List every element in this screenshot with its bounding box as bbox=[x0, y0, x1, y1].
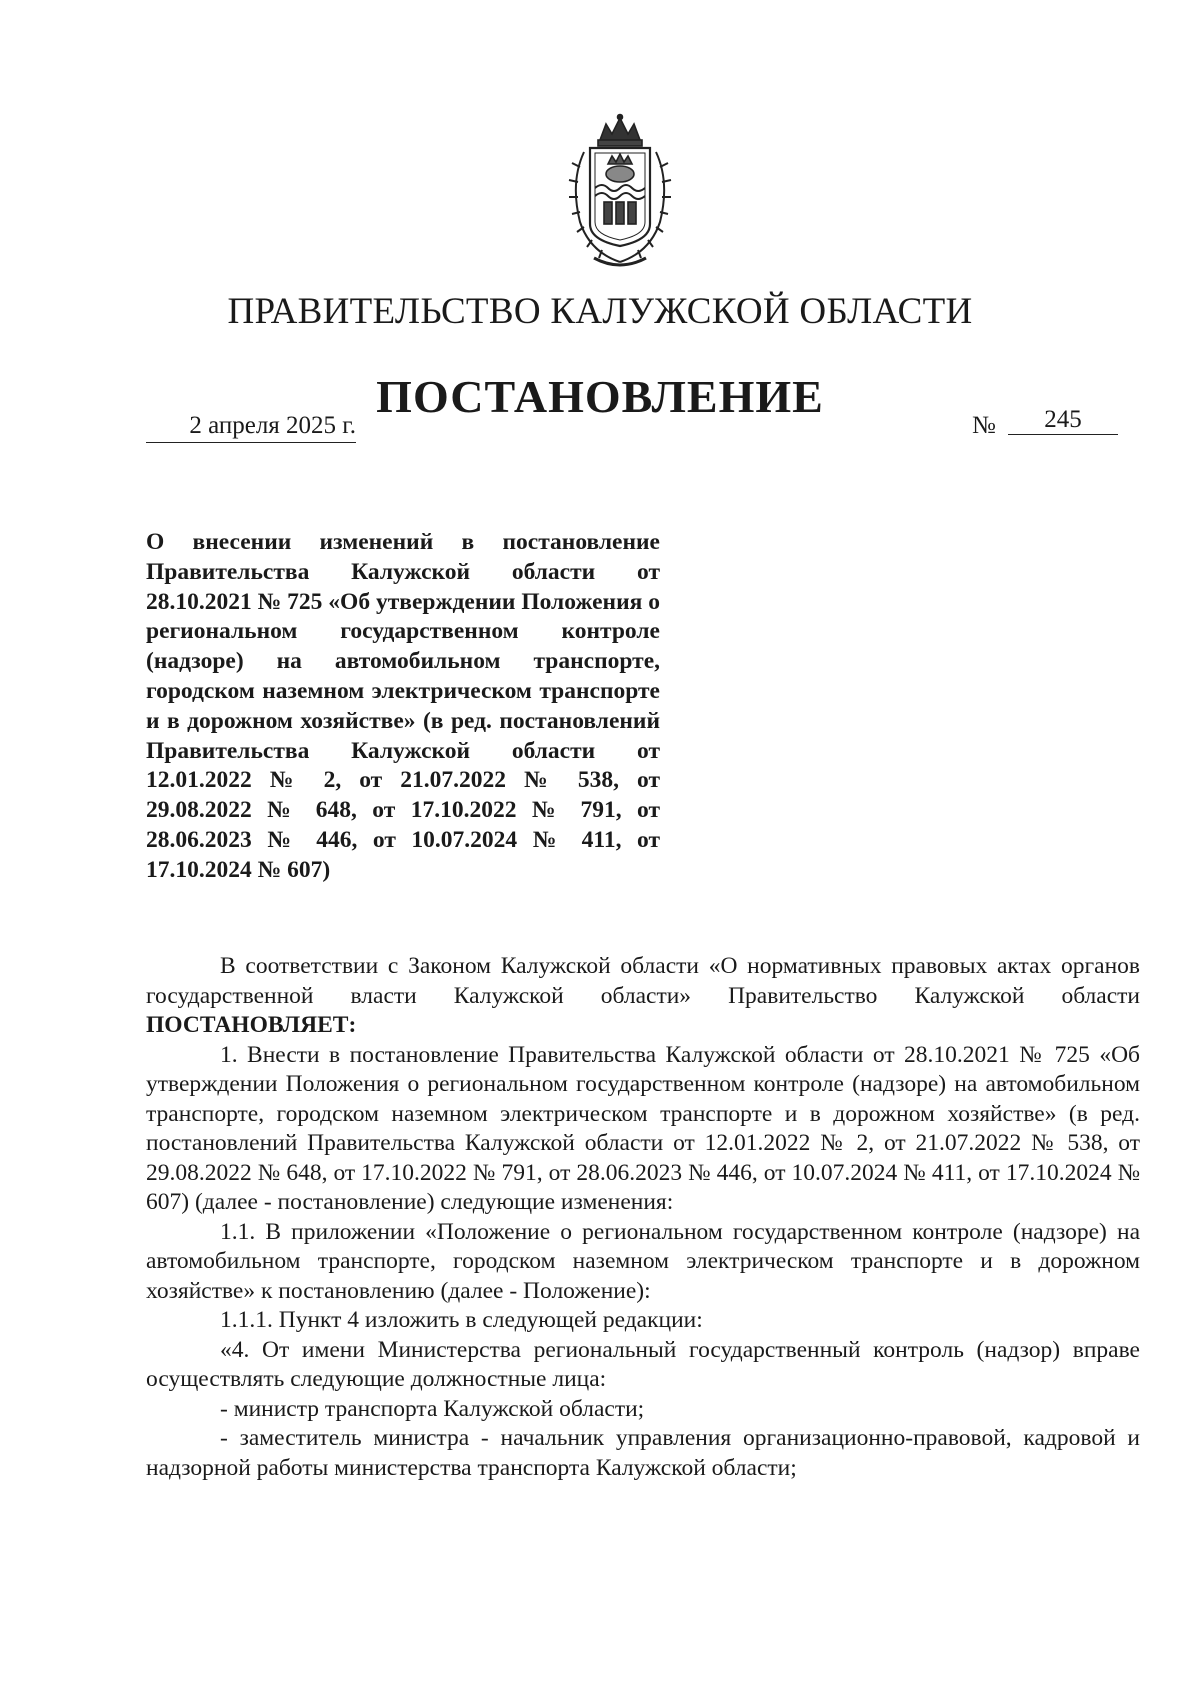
preamble-resolves: ПОСТАНОВЛЯЕТ: bbox=[146, 1012, 357, 1038]
document-number: 245 bbox=[1008, 406, 1118, 435]
document-number-block bbox=[972, 406, 1130, 441]
number-sign: № bbox=[972, 412, 996, 439]
list-item: - министр транспорта Калужской области; bbox=[220, 1395, 645, 1422]
paragraph-1-1-1: 1.1.1. Пункт 4 изложить в следующей редакции: bbox=[220, 1307, 703, 1333]
paragraph-1-1: 1.1. В приложении «Положение о региональном государственном контроле (надзоре) на автомобильном транспорте, городском наземном электрическом транспорте и в дорожном хозяйстве» к постановлению (далее - Положение): bbox=[146, 1218, 1140, 1304]
list-item: - заместитель министра - начальник управления организационно-правовой, кадровой и надзорной работы министерства транспорта Калужской области; bbox=[146, 1425, 1140, 1481]
paragraph-1: 1. Внести в постановление Правительства Калужской области от 28.10.2021 № 725 «Об утверждении Положения о региональном государственном контроле (надзоре) на автомобильном транспорте, городском наземном электрическом транспорте и в дорожном хозяйстве» (в ред. постановлений Правительства Калужской области от 12.01.2022 № 2, от 21.07.2022 № 538, от 29.08.2022 № 648, от 17.10.2022 № 791, от 28.06.2023 № 446, от 10.07.2024 № 411, от 17.10.2024 № 607) (далее - постановление) следующие изменения: bbox=[146, 1041, 1140, 1215]
preamble-text: В соответствии с Законом Калужской области «О нормативных правовых актах органов государственной власти Калужской области» Правительство Калужской области bbox=[146, 953, 1140, 1009]
document-subject: О внесении изменений в постановление Правительства Калужской области от 28.10.2021 № 725 «Об утверждении Положения о региональном государственном контроле (надзоре) на автомобильном транспорте, городском наземном электрическом транспорте и в дорожном хозяйстве» (в ред. постановлений Правительства Калужской области от 12.01.2022 № 2, от 21.07.2022 № 538, от 29.08.2022 № 648, от 17.10.2022 № 791, от 28.06.2023 № 446, от 10.07.2024 № 411, от 17.10.2024 № 607) bbox=[146, 529, 660, 883]
preamble-paragraph bbox=[146, 952, 1140, 1041]
kaluga-region-coat-of-arms-icon bbox=[550, 112, 690, 272]
paragraph-4: «4. От имени Министерства региональный государственный контроль (надзор) вправе осуществлять следующие должностные лица: bbox=[146, 1336, 1140, 1392]
document-body bbox=[146, 952, 1140, 1483]
organization-title: ПРАВИТЕЛЬСТВО КАЛУЖСКОЙ ОБЛАСТИ bbox=[227, 291, 973, 332]
document-type: ПОСТАНОВЛЕНИЕ bbox=[376, 371, 824, 422]
document-date: 2 апреля 2025 г. bbox=[146, 412, 356, 443]
